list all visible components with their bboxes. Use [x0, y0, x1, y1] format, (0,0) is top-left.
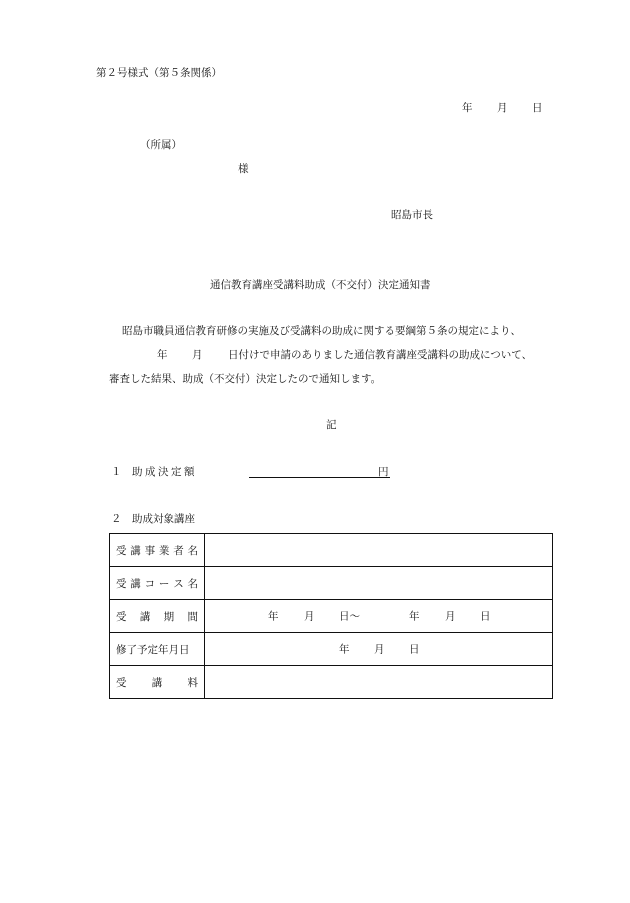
sender-name: 昭島市長 [391, 209, 433, 221]
completion-value-cell [205, 633, 553, 666]
period-year-1: 年 [268, 610, 279, 623]
provider-value-cell [205, 534, 553, 567]
body-line-2-rest: 日付けで申請のありました通信教育講座受講料の助成について、 [228, 349, 533, 361]
completion-year: 年 [339, 643, 350, 656]
table-row [110, 534, 553, 567]
date-month: 月 [497, 102, 508, 114]
date-day: 日 [532, 102, 543, 114]
body-line-2-month: 月 [192, 349, 203, 361]
date-year: 年 [462, 102, 473, 114]
body-line-2-year: 年 [157, 349, 168, 361]
row-label-completion: 修了予定年月日 [110, 633, 205, 666]
recipient-affiliation: （所属） [140, 139, 182, 151]
form-number: 第２号様式（第５条関係） [96, 67, 222, 79]
item-1-label: 助成決定額 [132, 466, 197, 478]
period-year-2: 年 [409, 610, 420, 623]
amount-underline [249, 477, 390, 478]
course-table [109, 533, 553, 699]
body-line-3: 審査した結果、助成（不交付）決定したので通知します。 [109, 373, 382, 385]
course-value-cell [205, 567, 553, 600]
recipient-honorific: 様 [238, 163, 249, 175]
item-2-number: ２ [111, 513, 122, 525]
row-label-period: 受 講 期 間 [110, 600, 205, 633]
document-title: 通信教育講座受講料助成（不交付）決定通知書 [210, 279, 431, 291]
table-row [110, 666, 553, 699]
body-line-1: 昭島市職員通信教育研修の実施及び受講料の助成に関する要綱第５条の規定により、 [122, 325, 521, 337]
row-label-fee: 受 講 料 [110, 666, 205, 699]
row-label-provider: 受 講 事 業 者 名 [110, 534, 205, 567]
period-month-1: 月 [304, 610, 315, 623]
item-2-label: 助成対象講座 [132, 513, 195, 525]
table-row [110, 567, 553, 600]
table-row [110, 633, 553, 666]
period-day-1: 日〜 [339, 610, 360, 623]
table-row [110, 600, 553, 633]
period-value-cell [205, 600, 553, 633]
completion-month: 月 [374, 643, 385, 656]
item-1-unit: 円 [378, 466, 389, 478]
fee-value-cell [205, 666, 553, 699]
item-1-number: １ [111, 466, 122, 478]
period-month-2: 月 [445, 610, 456, 623]
row-label-course: 受 講 コ ー ス 名 [110, 567, 205, 600]
period-day-2: 日 [480, 610, 491, 623]
ki-heading: 記 [326, 419, 337, 431]
completion-day: 日 [409, 643, 420, 656]
